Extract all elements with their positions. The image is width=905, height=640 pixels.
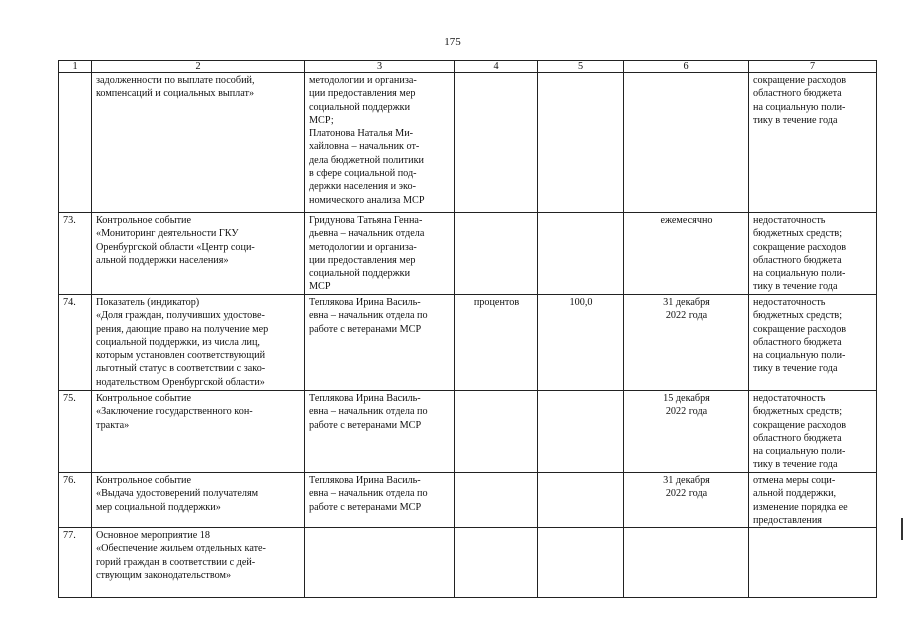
deadline-cell xyxy=(624,73,749,213)
column-header-5: 5 xyxy=(538,61,624,73)
deadline-cell: 31 декабря 2022 года xyxy=(624,473,749,528)
page-number: 175 xyxy=(444,36,461,48)
column-header-3: 3 xyxy=(305,61,455,73)
deadline-cell: ежемесячно xyxy=(624,213,749,295)
table-row xyxy=(59,73,877,213)
measure-name-cell: Контрольное событие «Выдача удостоверений получателям мер социальной поддержки» xyxy=(92,473,305,528)
responsible-cell: Теплякова Ирина Василь- евна – начальник отдела по работе с ветеранами МСР xyxy=(305,473,455,528)
row-number-cell xyxy=(59,73,92,213)
value-cell xyxy=(538,473,624,528)
unit-cell xyxy=(455,391,538,473)
table-row xyxy=(59,213,877,295)
responsible-cell xyxy=(305,528,455,598)
responsible-cell: Гридунова Татьяна Генна- дьевна – начальник отдела методологии и организа- ции предоставления мер социальной поддержки МСР xyxy=(305,213,455,295)
responsible-cell: Теплякова Ирина Василь- евна – начальник отдела по работе с ветеранами МСР xyxy=(305,391,455,473)
deadline-cell: 31 декабря 2022 года xyxy=(624,295,749,391)
risk-cell: недостаточность бюджетных средств; сокращение расходов областного бюджета на социальную поли- тику в течение года xyxy=(749,391,877,473)
column-header-6: 6 xyxy=(624,61,749,73)
deadline-cell: 15 декабря 2022 года xyxy=(624,391,749,473)
risk-cell: отмена меры соци- альной поддержки, изменение порядка ее предоставления xyxy=(749,473,877,528)
row-number-cell: 77. xyxy=(59,528,92,598)
value-cell: 100,0 xyxy=(538,295,624,391)
unit-cell xyxy=(455,213,538,295)
responsible-cell: методологии и организа- ции предоставления мер социальной поддержки МСР; Платонова Наталья Ми- хайловна – начальник от- дела бюджетной политики в сфере социальной под- держки населения и эко- номического анализа МСР xyxy=(305,73,455,213)
unit-cell xyxy=(455,73,538,213)
risk-cell: недостаточность бюджетных средств; сокращение расходов областного бюджета на социальную поли- тику в течение года xyxy=(749,213,877,295)
header-row xyxy=(59,61,877,73)
risk-cell xyxy=(749,528,877,598)
measure-name-cell: Показатель (индикатор) «Доля граждан, получивших удостове- рения, дающие право на получение мер социальной поддержки, из числа лиц, которым установлен соответствующий льготный статус в соответствии с зако- нодательством Оренбургской области» xyxy=(92,295,305,391)
table-row xyxy=(59,391,877,473)
row-number-cell: 73. xyxy=(59,213,92,295)
measure-name-cell: задолженности по выплате пособий, компенсаций и социальных выплат» xyxy=(92,73,305,213)
table-row xyxy=(59,528,877,598)
value-cell xyxy=(538,391,624,473)
table-row xyxy=(59,473,877,528)
responsible-cell: Теплякова Ирина Василь- евна – начальник отдела по работе с ветеранами МСР xyxy=(305,295,455,391)
deadline-cell xyxy=(624,528,749,598)
table-row xyxy=(59,295,877,391)
column-header-4: 4 xyxy=(455,61,538,73)
value-cell xyxy=(538,73,624,213)
measures-table xyxy=(58,60,877,598)
row-number-cell: 75. xyxy=(59,391,92,473)
row-number-cell: 76. xyxy=(59,473,92,528)
unit-cell xyxy=(455,473,538,528)
scan-edge-mark xyxy=(901,518,903,540)
unit-cell: процентов xyxy=(455,295,538,391)
measure-name-cell: Контрольное событие «Мониторинг деятельности ГКУ Оренбургской области «Центр соци- альной поддержки населения» xyxy=(92,213,305,295)
column-header-2: 2 xyxy=(92,61,305,73)
measure-name-cell: Основное мероприятие 18 «Обеспечение жильем отдельных кате- горий граждан в соответствии с дей- ствующим законодательством» xyxy=(92,528,305,598)
row-number-cell: 74. xyxy=(59,295,92,391)
column-header-7: 7 xyxy=(749,61,877,73)
risk-cell: сокращение расходов областного бюджета на социальную поли- тику в течение года xyxy=(749,73,877,213)
unit-cell xyxy=(455,528,538,598)
value-cell xyxy=(538,213,624,295)
value-cell xyxy=(538,528,624,598)
column-header-1: 1 xyxy=(59,61,92,73)
risk-cell: недостаточность бюджетных средств; сокращение расходов областного бюджета на социальную поли- тику в течение года xyxy=(749,295,877,391)
measure-name-cell: Контрольное событие «Заключение государственного кон- тракта» xyxy=(92,391,305,473)
